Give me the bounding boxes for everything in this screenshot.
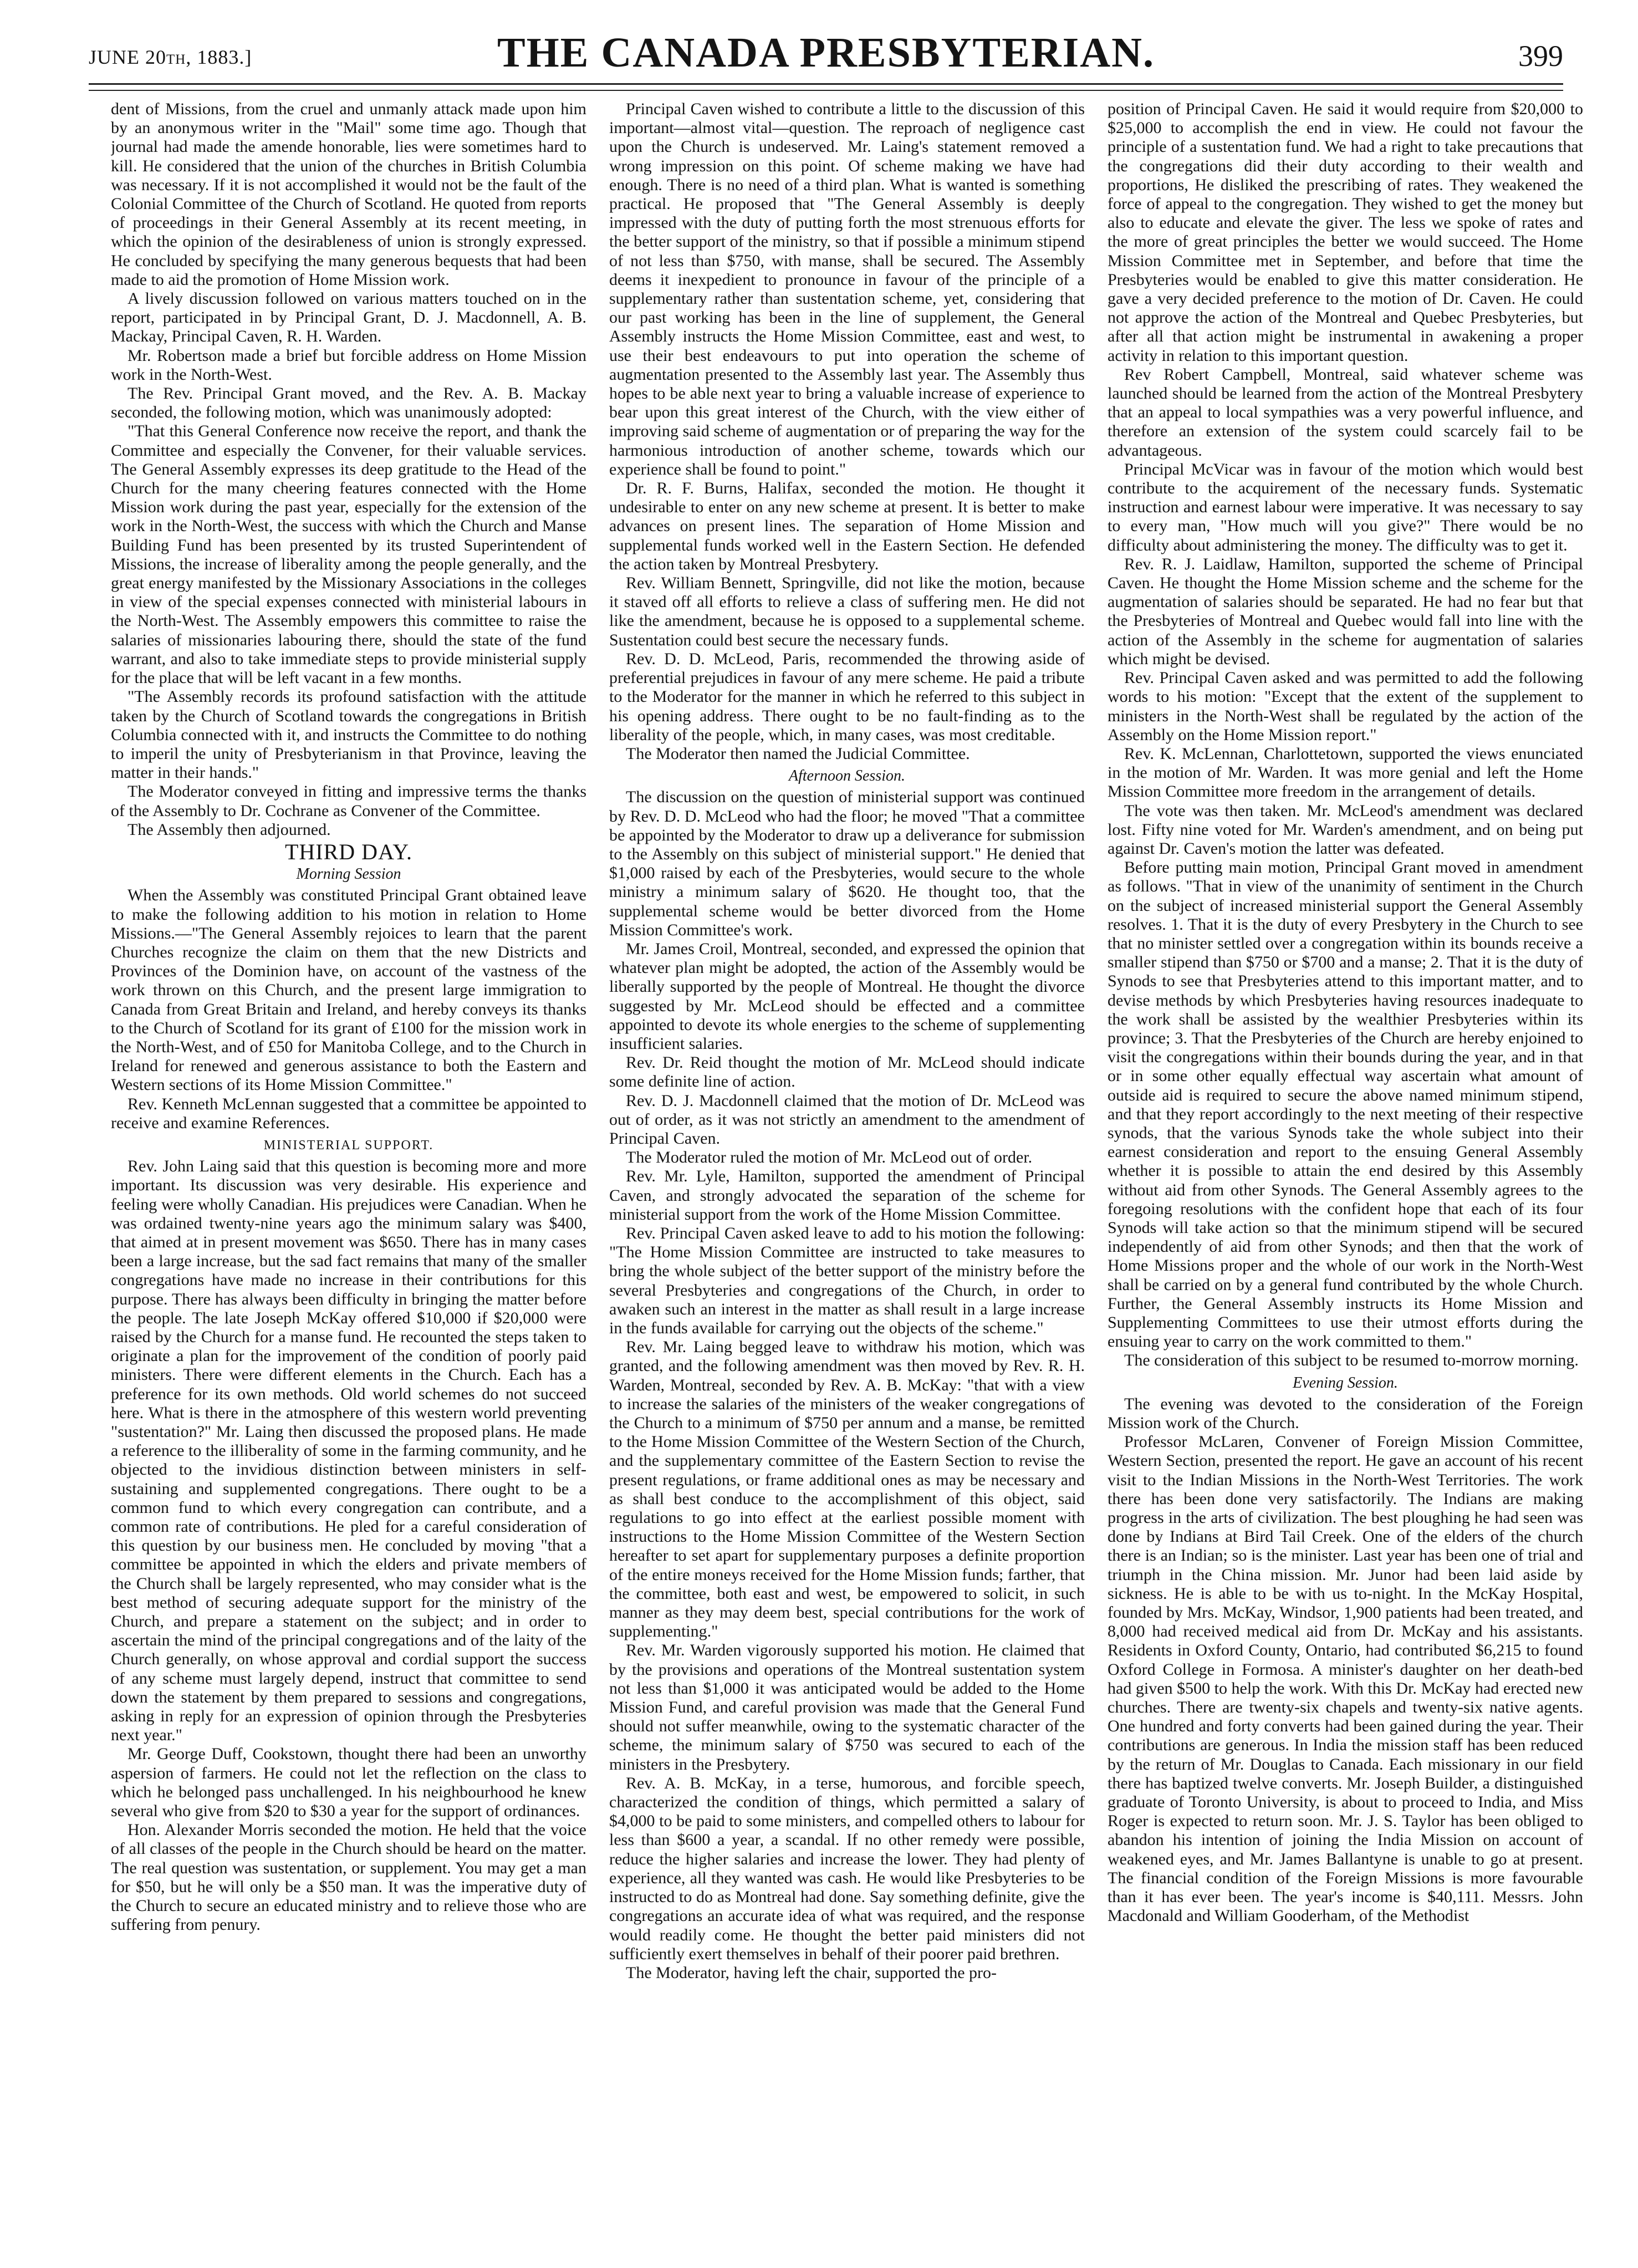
header-rule-thin — [89, 90, 1563, 91]
paragraph: The discussion on the question of ministerial support was continued by Rev. D. D. McLeod who had the floor; he moved "That a committee be appointed by the Moderator to draw up a deliverance for submission to the Assembly on this subject of ministerial support." He denied that $1,000 raised by each of the Presbyteries, would secure to the whole ministry a minimum salary of $620. He thought too, that the supplemental scheme would be better divorced from the Home Mission Committee's work. — [609, 788, 1085, 939]
paragraph: Rev. K. McLennan, Charlottetown, supported the views enunciated in the motion of Mr. Warden. It was more genial and left the Home Mission Committee more freedom in the arrangement of details. — [1108, 744, 1583, 801]
paragraph: The vote was then taken. Mr. McLeod's amendment was declared lost. Fifty nine voted for Mr. Warden's amendment, and on being put against Dr. Caven's motion the latter was defeated. — [1108, 801, 1583, 858]
paragraph: Rev. Kenneth McLennan suggested that a committee be appointed to receive and examine References. — [111, 1094, 586, 1132]
paragraph: The Rev. Principal Grant moved, and the Rev. A. B. Mackay seconded, the following motion, which was unanimously adopted: — [111, 384, 586, 422]
paragraph: When the Assembly was constituted Principal Grant obtained leave to make the following addition to his motion in relation to Home Missions.—"The General Assembly rejoices to learn that the parent Churches recognize the claim on them that the new Districts and Provinces of the Dominion have, on account of the vastness of the work thrown on this Church, and the present large immigration to Canada from Great Britain and Ireland, and hereby conveys its thanks to the Church of Scotland for its grant of £100 for the mission work in the North-West, and of £50 for Manitoba College, and to the Church in Ireland for renewed and generous assistance to both the Eastern and Western sections of its Home Mission Committee." — [111, 886, 586, 1094]
paragraph: Principal Caven wished to contribute a little to the discussion of this important—almost vital—question. The reproach of negligence cast upon the Church is undeserved. Mr. Laing's statement removed a wrong impression on this point. Of scheme making we have had enough. There is no need of a third plan. What is wanted is something practical. He proposed that "The General Assembly is deeply impressed with the duty of putting forth the most strenuous efforts for the better support of the ministry, so that if possible a minimum stipend of not less than $750, with manse, shall be secured. The Assembly deems it inexpedient to pronounce in favour of the principle of a supplementary rather than sustentation scheme, yet, considering that our past working has been in the line of supplement, the General Assembly instructs the Home Mission Committee, east and west, to use their best endeavours to put into operation the scheme of augmentation presented to the Assembly last year. The Assembly thus hopes to be able next year to bring a valuable increase of experience to bear upon this great interest of the Church, with the view either of improving said scheme of augmentation or of preparing the way for the harmonious introduction of another scheme, towards which our experience shall be found to point." — [609, 100, 1085, 478]
paragraph: The Moderator ruled the motion of Mr. McLeod out of order. — [626, 1148, 1033, 1167]
column-2 — [609, 100, 1085, 2251]
paragraph: The consideration of this subject to be resumed to-morrow morning. — [1124, 1351, 1579, 1370]
page-number: 399 — [1518, 39, 1563, 73]
paragraph: Rev. D. J. Macdonnell claimed that the motion of Dr. McLeod was out of order, as it was not strictly an amendment to the amendment of Principal Caven. — [609, 1091, 1085, 1148]
section-heading-third-day: THIRD DAY. — [284, 839, 413, 864]
paragraph: The evening was devoted to the consideration of the Foreign Mission work of the Church. — [1108, 1394, 1583, 1433]
masthead — [89, 29, 1563, 84]
paragraph: Rev. Mr. Warden vigorously supported his motion. He claimed that by the provisions and operations of the Montreal sustentation system not less than $1,000 it was anticipated would be added to the Home Mission Fund, and careful provision was made that the General Fund should not suffer meanwhile, owing to the systematic character of the scheme, the minimum salary of $750 was secured to each of the ministers in the Presbytery. — [609, 1641, 1085, 1773]
paragraph: Mr. Robertson made a brief but forcible address on Home Mission work in the North-West. — [111, 346, 586, 384]
quoted-motion: "That this General Conference now receive the report, and thank the Committee and especially the Convener, for their valuable services. The General Assembly expresses its deep gratitude to the Head of the Church for the many cheering features connected with the Home Mission work during the past year, especially for the extension of the work in the North-West, the success with which the Church and Manse Building Fund has been presented by its trusted Superintendent of Missions, the increase of liberality among the people generally, and the great energy manifested by the Missionary Associations in the colleges in view of the special expenses connected with ministerial labours in the North-West. The Assembly empowers this committee to raise the salaries of missionaries labouring there, should the state of the fund warrant, and also to take immediate steps to provide ministerial supply for the place that will be left vacant in a few months. — [111, 422, 586, 687]
paragraph: The Moderator, having left the chair, supported the pro- — [626, 1963, 997, 1982]
paragraph: Principal McVicar was in favour of the motion which would best contribute to the acquirement of the necessary funds. Systematic instruction and earnest labour were imperative. It was necessary to say to every man, "How much will you give?" There would be no difficulty about administering the money. The difficulty was to get it. — [1108, 460, 1583, 554]
paragraph: Rev. D. D. McLeod, Paris, recommended the throwing aside of preferential prejudices in favour of any mere scheme. He paid a tribute to the Moderator for the manner in which he referred to this subject in his opening address. There ought to be no fault-finding as to the liberality of the people, which, in many cases, was most creditable. — [609, 649, 1085, 744]
paragraph: Rev. John Laing said that this question is becoming more and more important. Its discussion was very desirable. His experience and feeling were wholly Canadian. His prejudices were Canadian. When he was ordained twenty-nine years ago the minimum salary was $400, that aimed at in present movement was $650. There has in many cases been a large increase, but the sad fact remains that many of the smaller congregations have made no increase in their contributions for this purpose. There has always been difficulty in bringing the matter before the people. The late Joseph McKay offered $10,000 if $20,000 were raised by the Church for a manse fund. He recounted the steps taken to originate a plan for the improvement of the condition of poorly paid ministers. There were different elements in the Church. Each has a preference for its own methods. Old world schemes do not succeed here. What is there in the atmosphere of this western world preventing "sustentation?" Mr. Laing then discussed the proposed plans. He made a reference to the illiberality of some in the farming community, and he objected to the invidious distinction between ministers in self-sustaining and supplemented congregations. There ought to be a common fund to which every congregation can contribute, and a common rate of contributions. He pled for a careful consideration of this question by our business men. He concluded by moving "that a committee be appointed in which the elders and private members of the Church shall be largely represented, who may consider what is the best method of securing adequate support for the ministry of the Church, and prepare a statement on the subject; and in order to ascertain the mind of the principal congregations and of the laity of the Church generally, on whose approval and cordial support the success of any scheme must largely depend, instruct that committee to send down the statement by them prepared to sessions and congregations, asking in reply for an expression of opinion through the Presbyteries next year." — [111, 1157, 586, 1745]
column-1 — [111, 100, 586, 2251]
quoted-motion: "The Assembly records its profound satisfaction with the attitude taken by the Church of Scotland towards the congregations in British Columbia connected with it, and instructs the Committee to do nothing to imperil the unity of Presbyterianism in that Province, leaving the matter in their hands." — [111, 687, 586, 782]
paragraph: A lively discussion followed on various matters touched on in the report, participated in by Principal Grant, D. J. Macdonnell, A. B. Mackay, Principal Caven, R. H. Warden. — [111, 289, 586, 346]
subheading-morning-session: Morning Session — [296, 865, 401, 883]
subheading-ministerial-support: MINISTERIAL SUPPORT. — [263, 1138, 434, 1153]
paragraph: dent of Missions, from the cruel and unmanly attack made upon him by an anonymous writer in the "Mail" some time ago. Though that journal had made the amende honorable, lies were sometimes hard to kill. He considered that the union of the churches in British Columbia was necessary. If it is not accomplished it would not be the fault of the Colonial Committee of the Church of Scotland. He quoted from reports of proceedings in their General Assembly at its recent meeting, in which the opinion of the desirableness of union is strongly expressed. He concluded by specifying the many generous bequests that had been made to aid the promotion of Home Mission work. — [111, 100, 586, 289]
paragraph: Dr. R. F. Burns, Halifax, seconded the motion. He thought it undesirable to enter on any new scheme at present. It is better to make advances on present lines. The separation of Home Mission and supplemental funds worked well in the Eastern Section. He defended the action taken by Montreal Presbytery. — [609, 479, 1085, 573]
paragraph: Rev. Mr. Lyle, Hamilton, supported the amendment of Principal Caven, and strongly advocated the separation of the scheme for ministerial support from the work of the Home Mission Committee. — [609, 1167, 1085, 1224]
paragraph: The Assembly then adjourned. — [127, 820, 331, 839]
paragraph: Rev. R. J. Laidlaw, Hamilton, supported the scheme of Principal Caven. He thought the Home Mission scheme and the scheme for the augmentation of salaries should be separated. He had no fear but that the Presbyteries of Montreal and Quebec would fall into line with the action of the Assembly in the scheme for augmentation of salaries which might be devised. — [1108, 554, 1583, 668]
paragraph: Rev. Principal Caven asked and was permitted to add the following words to his motion: "Except that the extent of the supplement to ministers in the North-West shall be regulated by the action of the Assembly on the Home Mission report." — [1108, 669, 1583, 744]
paragraph: Mr. George Duff, Cookstown, thought there had been an unworthy aspersion of farmers. He could not let the reflection on the class to which he belonged pass unchallenged. In his neighbourhood he knew several who give from $20 to $30 a year for the support of ordinances. — [111, 1745, 586, 1821]
issue-date: JUNE 20th, 1883.] — [89, 46, 252, 68]
paragraph: Rev. William Bennett, Springville, did not like the motion, because it staved off all efforts to relieve a class of suffering men. He did not like the amendment, because he is opposed to a supplemental scheme. Sustentation could best secure the necessary funds. — [609, 574, 1085, 649]
paragraph: Before putting main motion, Principal Grant moved in amendment as follows. "That in view of the unanimity of sentiment in the Church on the subject of increased ministerial support the General Assembly resolves. 1. That it is the duty of every Presbytery in the Church to see that no minister settled over a congregation within its bounds receive a smaller stipend than $750 or $700 and a manse; 2. That it is the duty of Synods to see that Presbyteries attend to this important matter, and to devise methods by which Presbyteries having resources inadequate to the work shall be assisted by the wealthier Presbyteries within its province; 3. That the Presbyteries of the Church are hereby enjoined to visit the congregations within their bounds during the year, and in that or in some other equally effectual way ascertain what amount of outside aid is required to secure the above named minimum stipend, and that they report accordingly to the next meeting of their respective synods, that the various Synods take the whole subject into their earnest consideration and report to the ensuing General Assembly whether it is possible to attain the end desired by this Assembly without aid from other Synods. The General Assembly agrees to the foregoing resolutions with the confident hope that each of its four Synods will take action so that the minimum stipend will be secured independently of aid from other Synods; and then that the work of Home Missions proper and the whole of our work in the North-West shall be carried on by a general fund contributed by the whole Church. Further, the General Assembly instructs its Home Mission and Supplementing Committees to use their utmost efforts during the ensuing year to carry on the work committed to them." — [1108, 858, 1583, 1351]
paragraph: Mr. James Croil, Montreal, seconded, and expressed the opinion that whatever plan might be adopted, the action of the Assembly would be liberally supported by the people of Montreal. He thought the divorce suggested by Mr. McLeod should be effected and a committee appointed to devote its whole energies to the scheme of supplementing insufficient salaries. — [609, 939, 1085, 1053]
newspaper-title: THE CANADA PRESBYTERIAN. — [497, 29, 1155, 76]
paragraph: Rev. A. B. McKay, in a terse, humorous, and forcible speech, characterized the condition of things, which permitted a salary of $4,000 to be paid to some ministers, and compelled others to labour for less than $600 a year, a scandal. If no other remedy were possible, reduce the higher salaries and increase the lower. They had plenty of experience, all they wanted was cash. He would like Presbyteries to be instructed to do as Montreal had done. Say something definite, give the congregations an accurate idea of what was required, and the response would readily come. He thought the better paid ministers did not sufficiently exert themselves in behalf of their poorer paid brethren. — [609, 1773, 1085, 1963]
header-rule — [89, 83, 1563, 85]
paragraph: Rev. Dr. Reid thought the motion of Mr. McLeod should indicate some definite line of action. — [609, 1053, 1085, 1091]
column-3 — [1108, 100, 1583, 2251]
subheading-afternoon-session: Afternoon Session. — [789, 767, 905, 785]
paragraph: Rev Robert Campbell, Montreal, said whatever scheme was launched should be learned from the action of the Montreal Presbytery that an appeal to local sympathies was a very powerful influence, and therefore an extension of the system could scarcely fail to be advantageous. — [1108, 365, 1583, 460]
paragraph: The Moderator then named the Judicial Committee. — [626, 744, 970, 763]
paragraph: Rev. Principal Caven asked leave to add to his motion the following: "The Home Mission Committee are instructed to take measures to bring the whole subject of the better support of the ministry before the several Presbyteries and congregations of the Church, in order to awaken such an interest in the matter as shall result in a large increase in the funds available for carrying out the objects of the scheme." — [609, 1224, 1085, 1337]
paragraph: position of Principal Caven. He said it would require from $20,000 to $25,000 to accomplish the end in view. He could not favour the principle of a sustentation fund. We had a right to take precautions that the congregations did their duty according to their wealth and proportions, He disliked the prescribing of rates. They weakened the force of appeal to the congregation. They wished to get the money but also to educate and elevate the giver. The less we spoke of rates and the more of great principles the better we would succeed. The Home Mission Committee met in September, and before that time the Presbyteries would be enabled to give this matter consideration. He gave a very decided preference to the motion of Dr. Caven. He could not approve the action of the Montreal and Quebec Presbyteries, but after all that action might be instrumental in awakening a proper activity in relation to this important question. — [1108, 100, 1583, 365]
subheading-evening-session: Evening Session. — [1293, 1374, 1398, 1392]
paragraph: The Moderator conveyed in fitting and impressive terms the thanks of the Assembly to Dr. Cochrane as Convener of the Committee. — [111, 782, 586, 820]
paragraph: Professor McLaren, Convener of Foreign Mission Committee, Western Section, presented the report. He gave an account of his recent visit to the Indian Missions in the North-West Territories. The work there has been done very satisfactorily. The Indians are making progress in the arts of civilization. The best ploughing he had seen was done by Indians at Bird Tail Creek. One of the elders of the church there is an Indian; so is the minister. Last year has been one of trial and triumph in the China mission. Mr. Junor had been laid aside by sickness. He is able to be with us to-night. In the McKay Hospital, founded by Mrs. McKay, Windsor, 1,900 patients had been treated, and 8,000 had received medical aid from Dr. McKay and his assistants. Residents in Oxford County, Ontario, had contributed $6,215 to found Oxford College in Formosa. A minister's daughter on her death-bed had given $500 to help the work. With this Dr. McKay had erected new churches. There are twenty-six chapels and twenty-six native agents. One hundred and forty converts had been gained during the year. Their contributions are generous. In India the mission staff has been reduced by the return of Mr. Douglas to Canada. Each missionary in our field there has baptized twelve converts. Mr. Joseph Builder, a distinguished graduate of Toronto University, is about to proceed to India, and Miss Roger is expected to return soon. Mr. J. S. Taylor has been obliged to abandon his intention of joining the India Mission on account of weakened eyes, and Mr. James Ballantyne is unable to go at present. The financial condition of the Foreign Missions is more favourable than it has ever been. The year's income is $40,111. Messrs. John Macdonald and William Gooderham, of the Methodist — [1108, 1433, 1583, 1925]
paragraph: Hon. Alexander Morris seconded the motion. He held that the voice of all classes of the people in the Church should be heard on the matter. The real question was sustentation, or supplement. You may get a man for $50, but he will only be a $50 man. It was the imperative duty of the Church to secure an educated ministry and to relieve those who are suffering from penury. — [111, 1821, 586, 1934]
paragraph: Rev. Mr. Laing begged leave to withdraw his motion, which was granted, and the following amendment was then moved by Rev. R. H. Warden, Montreal, seconded by Rev. A. B. McKay: "that with a view to increase the salaries of the ministers of the weaker congregations of the Church to a minimum of $750 per annum and a manse, be remitted to the Home Mission Committee of the Western Section of the Church, and the supplementary committee of the Eastern Section to revise the present regulations, or frame additional ones as may be necessary and as shall best conduce to the accomplishment of this object, said regulations to go into effect at the earliest possible moment with instructions to the Home Mission Committee of the Western Section hereafter to set apart for supplementary purposes a definite proportion of the entire moneys received for the Home Mission funds; farther, that the committee, both east and west, be empowered to solicit, in such manner as they may deem best, special contributions for the work of supplementing." — [609, 1338, 1085, 1641]
